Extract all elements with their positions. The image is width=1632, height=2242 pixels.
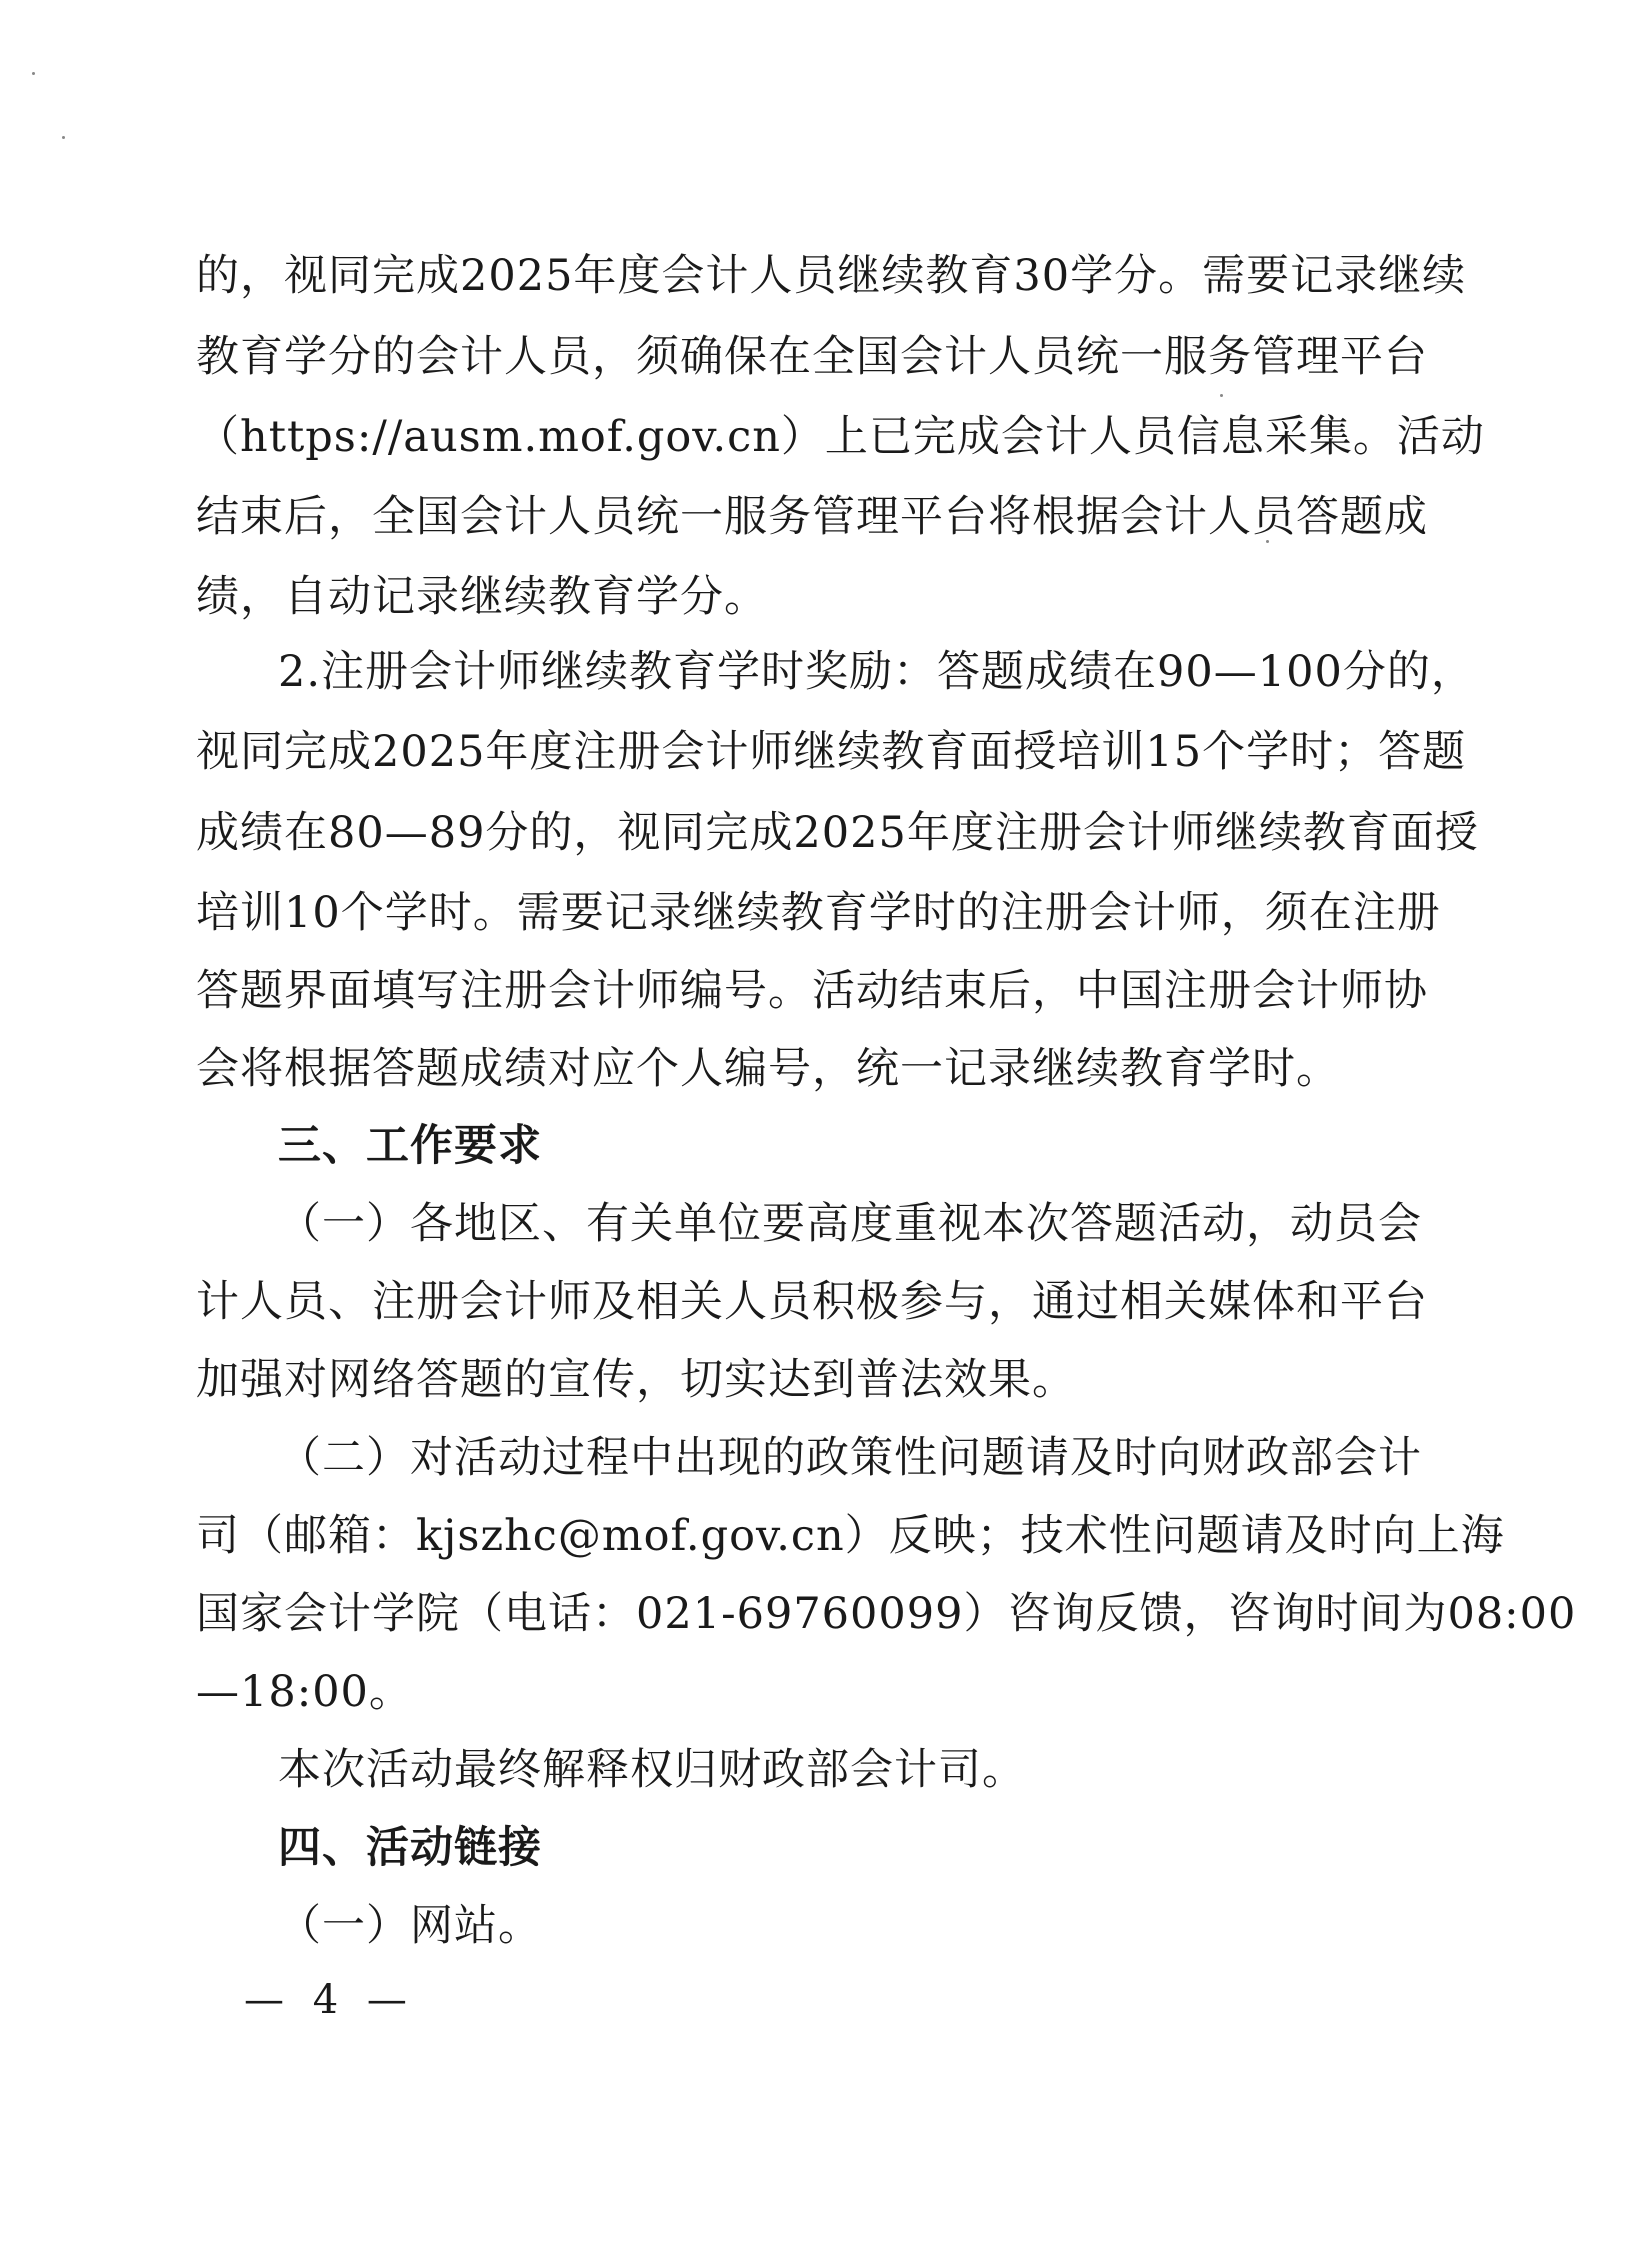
paragraph-line: 会将根据答题成绩对应个人编号，统一记录继续教育学时。 <box>196 1044 1340 1094</box>
paragraph-line: 绩，自动记录继续教育学分。 <box>196 572 768 622</box>
final-note: 本次活动最终解释权归财政部会计司。 <box>278 1745 1026 1795</box>
paragraph-line: 加强对网络答题的宣传，切实达到普法效果。 <box>196 1355 1076 1405</box>
scan-speck <box>32 72 35 75</box>
link-item: （一）网站。 <box>278 1901 542 1951</box>
paragraph-line: —18:00。 <box>196 1667 413 1717</box>
paragraph-line: 视同完成2025年度注册会计师继续教育面授培训15个学时；答题 <box>196 727 1467 777</box>
paragraph-line: 2.注册会计师继续教育学时奖励：答题成绩在90—100分的， <box>278 647 1475 697</box>
paragraph-line: （https://ausm.mof.gov.cn）上已完成会计人员信息采集。活动 <box>196 412 1485 462</box>
scan-speck <box>62 136 65 139</box>
section-heading: 四、活动链接 <box>278 1823 542 1873</box>
paragraph-line: 的，视同完成2025年度会计人员继续教育30学分。需要记录继续 <box>196 251 1467 301</box>
paragraph-line: （一）各地区、有关单位要高度重视本次答题活动，动员会 <box>278 1199 1422 1249</box>
page-number: — 4 — <box>244 1977 415 2023</box>
paragraph-line: 答题界面填写注册会计师编号。活动结束后，中国注册会计师协 <box>196 966 1428 1016</box>
paragraph-line: （二）对活动过程中出现的政策性问题请及时向财政部会计 <box>278 1433 1422 1483</box>
paragraph-line: 国家会计学院（电话：021-69760099）咨询反馈，咨询时间为08:00 <box>196 1589 1577 1639</box>
section-heading: 三、工作要求 <box>278 1121 542 1171</box>
paragraph-line: 司（邮箱：kjszhc@mof.gov.cn）反映；技术性问题请及时向上海 <box>196 1511 1505 1561</box>
paragraph-line: 培训10个学时。需要记录继续教育学时的注册会计师，须在注册 <box>196 888 1441 938</box>
paragraph-line: 成绩在80—89分的，视同完成2025年度注册会计师继续教育面授 <box>196 808 1479 858</box>
paragraph-line: 教育学分的会计人员，须确保在全国会计人员统一服务管理平台 <box>196 332 1428 382</box>
paragraph-line: 计人员、注册会计师及相关人员积极参与，通过相关媒体和平台 <box>196 1277 1428 1327</box>
paragraph-line: 结束后，全国会计人员统一服务管理平台将根据会计人员答题成 <box>196 492 1428 542</box>
scan-speck <box>1220 394 1223 397</box>
